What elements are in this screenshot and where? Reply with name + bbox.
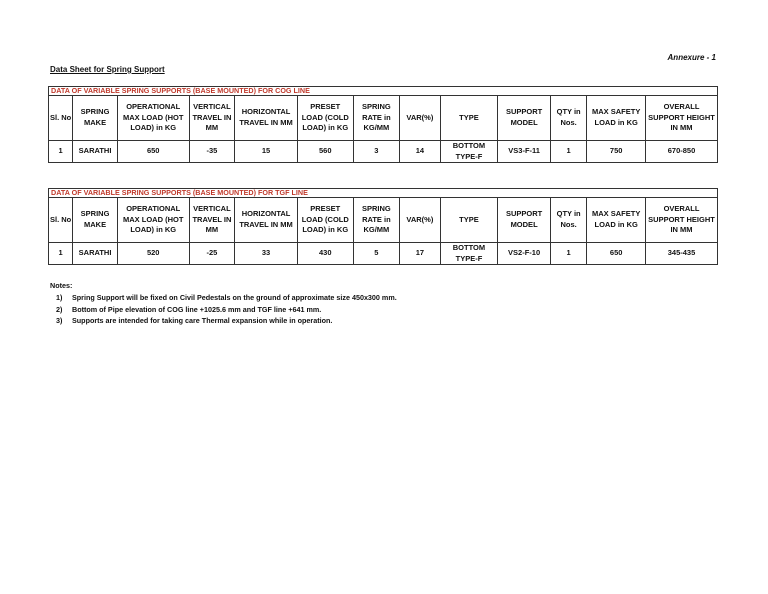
cell-spring-make: SARATHI <box>73 141 118 163</box>
table-header-row <box>49 96 718 141</box>
note-text: Supports are intended for taking care Thermal expansion while in operation. <box>72 316 333 325</box>
cell-vertical-travel: -25 <box>189 243 235 265</box>
cell-spring-rate: 5 <box>353 243 400 265</box>
tgf-spring-support-table <box>48 197 718 265</box>
header-qty: QTY in Nos. <box>550 198 586 243</box>
note-number: 3) <box>56 316 63 325</box>
cell-preset-load: 430 <box>297 243 353 265</box>
header-var: VAR(%) <box>400 96 440 141</box>
note-item <box>50 292 397 304</box>
header-spring-rate: SPRING RATE in KG/MM <box>353 96 400 141</box>
cell-max-safety-load: 650 <box>587 243 646 265</box>
header-sl-no: Sl. No <box>49 96 73 141</box>
note-text: Spring Support will be fixed on Civil Pedestals on the ground of approximate size 450x300 mm. <box>72 293 397 302</box>
annexure-label: Annexure - 1 <box>667 53 716 62</box>
header-operational-max-load: OPERATIONAL MAX LOAD (HOT LOAD) in KG <box>117 198 189 243</box>
notes-section <box>50 281 397 327</box>
note-number: 2) <box>56 304 63 314</box>
cell-support-model: VS2-F-10 <box>498 243 551 265</box>
cell-operational-max-load: 650 <box>117 141 189 163</box>
header-max-safety-load: MAX SAFETY LOAD in KG <box>587 198 646 243</box>
cog-table-caption: DATA OF VARIABLE SPRING SUPPORTS (BASE MOUNTED) FOR COG LINE <box>48 86 718 95</box>
note-text: Bottom of Pipe elevation of COG line +1025.6 mm and TGF line +641 mm. <box>72 304 322 314</box>
header-qty: QTY in Nos. <box>550 96 586 141</box>
header-max-safety-load: MAX SAFETY LOAD in KG <box>587 96 646 141</box>
cell-support-model: VS3-F-11 <box>498 141 551 163</box>
cell-var: 17 <box>400 243 440 265</box>
note-number: 1) <box>56 293 63 302</box>
header-type: TYPE <box>440 198 498 243</box>
cog-spring-support-table <box>48 95 718 163</box>
header-overall-height: OVERALL SUPPORT HEIGHT IN MM <box>646 96 718 141</box>
cell-var: 14 <box>400 141 440 163</box>
header-support-model: SUPPORT MODEL <box>498 96 551 141</box>
note-item <box>50 304 397 316</box>
header-type: TYPE <box>440 96 498 141</box>
header-support-model: SUPPORT MODEL <box>498 198 551 243</box>
header-horizontal-travel: HORIZONTAL TRAVEL IN MM <box>235 198 298 243</box>
cog-line-block <box>48 86 718 163</box>
cell-operational-max-load: 520 <box>117 243 189 265</box>
table-row <box>49 141 718 163</box>
cell-horizontal-travel: 33 <box>235 243 298 265</box>
header-spring-rate: SPRING RATE in KG/MM <box>353 198 400 243</box>
cell-spring-make: SARATHI <box>73 243 118 265</box>
header-spring-make: SPRING MAKE <box>73 198 118 243</box>
cell-sl-no: 1 <box>49 243 73 265</box>
header-sl-no: Sl. No <box>49 198 73 243</box>
cell-type: BOTTOM TYPE-F <box>440 243 498 265</box>
cell-max-safety-load: 750 <box>587 141 646 163</box>
cell-spring-rate: 3 <box>353 141 400 163</box>
cell-type: BOTTOM TYPE-F <box>440 141 498 163</box>
cell-vertical-travel: -35 <box>189 141 235 163</box>
table-row <box>49 243 718 265</box>
document-title: Data Sheet for Spring Support <box>50 65 165 74</box>
header-var: VAR(%) <box>400 198 440 243</box>
header-operational-max-load: OPERATIONAL MAX LOAD (HOT LOAD) in KG <box>117 96 189 141</box>
header-preset-load: PRESET LOAD (COLD LOAD) in KG <box>297 96 353 141</box>
cell-preset-load: 560 <box>297 141 353 163</box>
cell-sl-no: 1 <box>49 141 73 163</box>
header-vertical-travel: VERTICAL TRAVEL IN MM <box>189 198 235 243</box>
note-item <box>50 315 397 327</box>
tgf-table-caption: DATA OF VARIABLE SPRING SUPPORTS (BASE MOUNTED) FOR TGF LINE <box>48 188 718 197</box>
table-header-row <box>49 198 718 243</box>
header-preset-load: PRESET LOAD (COLD LOAD) in KG <box>297 198 353 243</box>
cell-qty: 1 <box>550 141 586 163</box>
cell-qty: 1 <box>550 243 586 265</box>
header-spring-make: SPRING MAKE <box>73 96 118 141</box>
cell-horizontal-travel: 15 <box>235 141 298 163</box>
header-vertical-travel: VERTICAL TRAVEL IN MM <box>189 96 235 141</box>
header-overall-height: OVERALL SUPPORT HEIGHT IN MM <box>646 198 718 243</box>
notes-title: Notes: <box>50 281 73 290</box>
tgf-line-block <box>48 188 718 265</box>
header-horizontal-travel: HORIZONTAL TRAVEL IN MM <box>235 96 298 141</box>
cell-overall-height: 670-850 <box>646 141 718 163</box>
cell-overall-height: 345-435 <box>646 243 718 265</box>
